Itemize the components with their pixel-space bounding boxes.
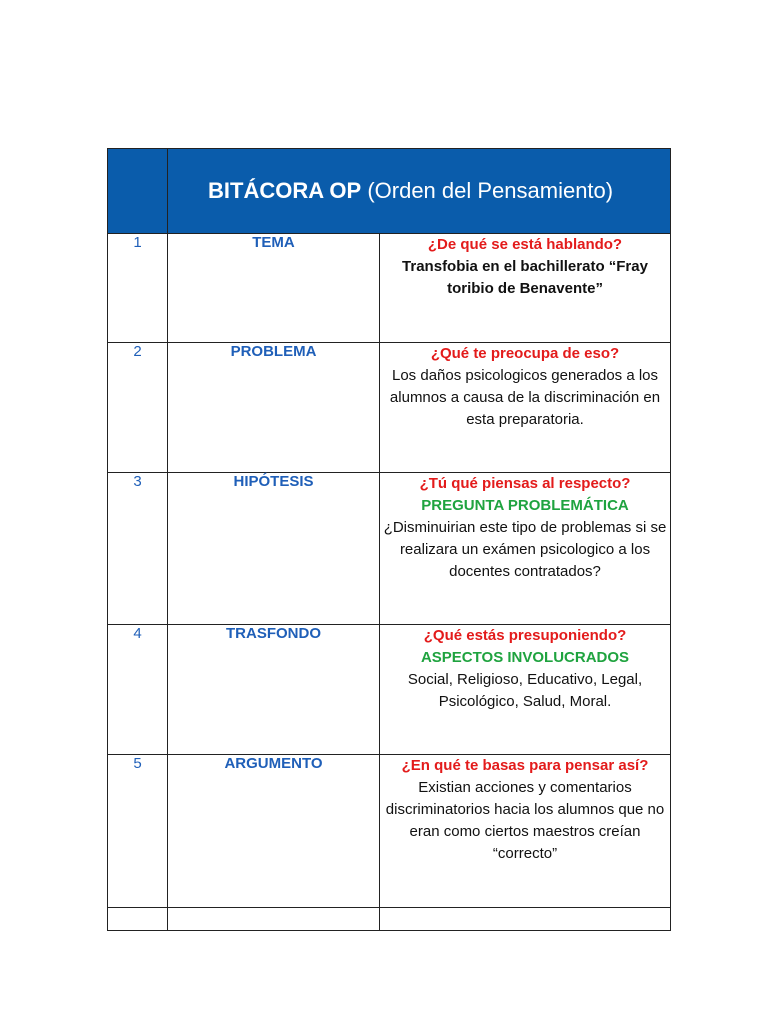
table-title: [168, 149, 671, 234]
row-content: [380, 234, 671, 343]
row-answer: Los daños psicologicos generados a los alumnos a causa de la discriminación en esta preparatoria.: [389, 367, 661, 428]
table-row: [108, 625, 671, 755]
header-empty-cell: [108, 149, 168, 234]
empty-row: [108, 908, 671, 931]
row-answer: Transfobia en el bachillerato “Fray toribio de Benavente”: [402, 258, 648, 297]
row-content: [380, 625, 671, 755]
row-number: 4: [108, 625, 168, 755]
row-content: [380, 343, 671, 473]
row-label: TEMA: [168, 234, 380, 343]
table-header-row: [108, 149, 671, 234]
row-answer: ¿Disminuirian este tipo de problemas si se realizara un exámen psicologico a los docentes contratados?: [383, 519, 667, 580]
empty-cell: [380, 908, 671, 931]
empty-cell: [168, 908, 380, 931]
row-label: ARGUMENTO: [168, 755, 380, 908]
bitacora-table: [107, 148, 671, 931]
row-label: HIPÓTESIS: [168, 473, 380, 625]
row-question: ¿De qué se está hablando?: [427, 236, 623, 253]
row-content: [380, 473, 671, 625]
table-row: [108, 473, 671, 625]
row-number: 1: [108, 234, 168, 343]
row-answer: Existian acciones y comentarios discriminatorios hacia los alumnos que no eran como ciertos maestros creían “correcto”: [385, 779, 665, 862]
table-row: [108, 234, 671, 343]
row-label: PROBLEMA: [168, 343, 380, 473]
row-question: ¿Tú qué piensas al respecto?: [419, 475, 631, 492]
row-answer: Social, Religioso, Educativo, Legal, Psicológico, Salud, Moral.: [407, 671, 643, 710]
row-question: ¿Qué estás presuponiendo?: [423, 627, 627, 644]
row-label: TRASFONDO: [168, 625, 380, 755]
empty-cell: [108, 908, 168, 931]
title-rest: (Orden del Pensamiento): [367, 178, 614, 203]
row-number: 2: [108, 343, 168, 473]
table-row: [108, 343, 671, 473]
row-question: ¿En qué te basas para pensar así?: [401, 757, 649, 774]
row-number: 5: [108, 755, 168, 908]
row-number: 3: [108, 473, 168, 625]
row-question: ¿Qué te preocupa de eso?: [430, 345, 620, 362]
title-bold: BITÁCORA OP: [208, 178, 362, 203]
row-content: [380, 755, 671, 908]
table-row: [108, 755, 671, 908]
row-subheading: PREGUNTA PROBLEMÁTICA: [421, 497, 629, 514]
row-subheading: ASPECTOS INVOLUCRADOS: [420, 649, 630, 666]
